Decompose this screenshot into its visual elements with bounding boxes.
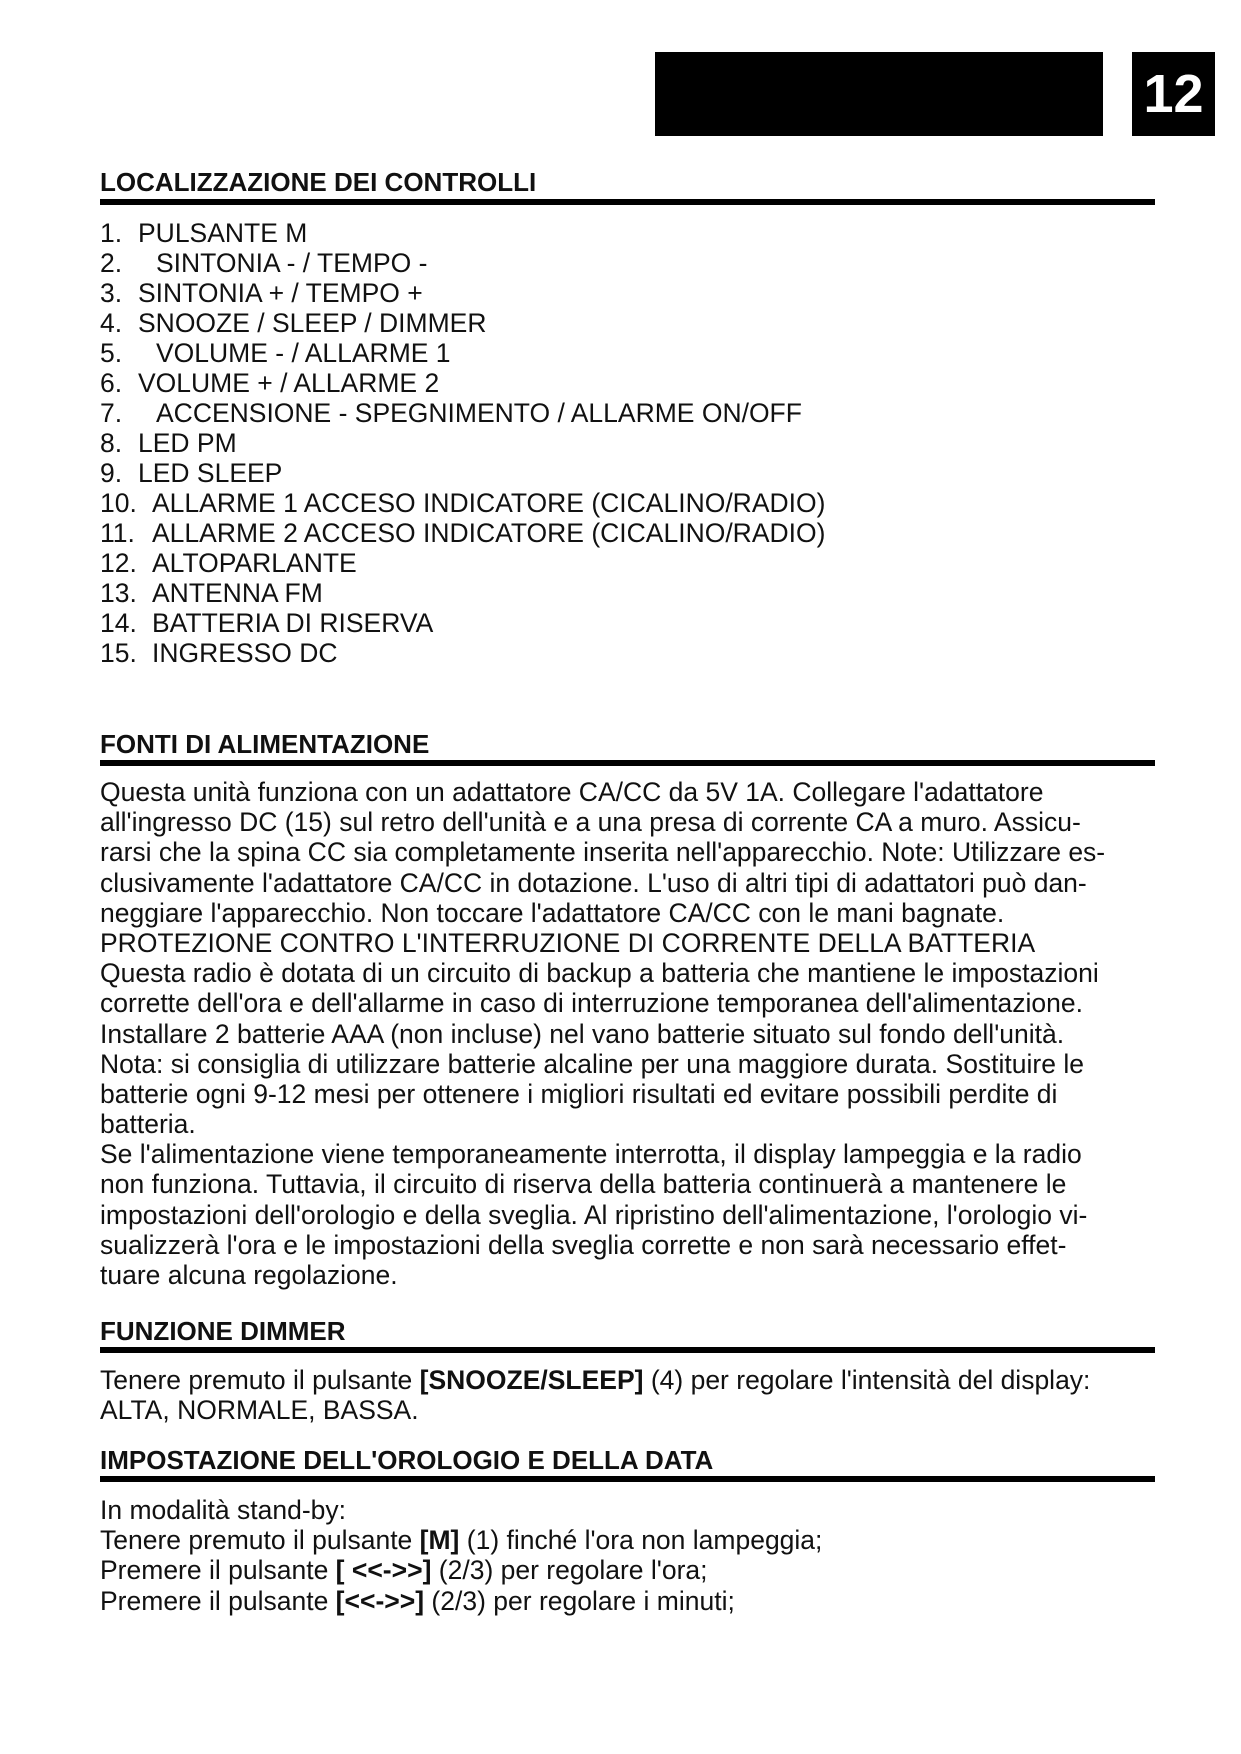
text: Tenere premuto il pulsante [100, 1365, 420, 1395]
section-rule [100, 760, 1155, 766]
paragraph-line: rarsi che la spina CC sia completamente inserita nell'apparecchio. Note: Utilizzare es- [100, 837, 1106, 868]
paragraph-line: clusivamente l'adattatore CA/CC in dotazione. L'uso di altri tipi di adattatori può dan- [100, 867, 1087, 898]
list-item [100, 278, 825, 308]
list-item [100, 428, 825, 458]
section-title-clock: IMPOSTAZIONE DELL'OROLOGIO E DELLA DATA [100, 1445, 714, 1475]
item-label: ALLARME 2 ACCESO INDICATORE (CICALINO/RADIO) [152, 518, 826, 548]
clock-line [100, 1555, 1155, 1585]
text: (2/3) per regolare i minuti; [424, 1585, 735, 1616]
list-item [100, 398, 825, 428]
dimmer-paragraph [100, 1365, 1155, 1425]
list-item [100, 638, 825, 668]
text: Premere il pulsante [100, 1585, 336, 1616]
item-number: 2. [100, 248, 123, 278]
item-label: VOLUME + / ALLARME 2 [138, 368, 440, 398]
item-number: 1. [100, 218, 123, 248]
item-label: INGRESSO DC [152, 638, 338, 668]
text: Premere il pulsante [100, 1555, 336, 1586]
paragraph-line: batteria. [100, 1109, 196, 1140]
list-item [100, 218, 825, 248]
item-number: 4. [100, 308, 123, 338]
text: Tenere premuto il pulsante [100, 1525, 420, 1556]
item-label: LED SLEEP [138, 458, 283, 488]
section-rule [100, 1476, 1155, 1482]
text: (4) per regolare l'intensità del display: [643, 1365, 1091, 1395]
item-number: 9. [100, 458, 123, 488]
button-reference: [<<->>] [335, 1585, 425, 1616]
header-black-bar [655, 52, 1103, 136]
item-number: 6. [100, 368, 123, 398]
item-label: SINTONIA + / TEMPO + [138, 278, 423, 308]
section-rule [100, 1347, 1155, 1353]
dimmer-line [100, 1365, 1155, 1395]
item-label: ANTENNA FM [152, 578, 323, 608]
item-number: 7. [100, 398, 123, 428]
list-item [100, 308, 825, 338]
item-number: 11. [100, 518, 135, 548]
paragraph-line: impostazioni dell'orologio e della sveglia. Al ripristino dell'alimentazione, l'orologio vi- [100, 1199, 1088, 1230]
list-item [100, 488, 825, 518]
item-number: 3. [100, 278, 123, 308]
item-label: BATTERIA DI RISERVA [152, 608, 434, 638]
paragraph-line: batterie ogni 9-12 mesi per ottenere i migliori risultati ed evitare possibili perdite di [100, 1078, 1058, 1109]
page-number: 12 [1132, 52, 1215, 136]
list-item [100, 548, 825, 578]
power-paragraph [100, 777, 1155, 1290]
item-label: SNOOZE / SLEEP / DIMMER [138, 308, 487, 338]
list-item [100, 608, 825, 638]
paragraph-line: corrette dell'ora e dell'allarme in caso di interruzione temporanea dell'alimentazione. [100, 988, 1083, 1019]
button-reference: [M] [419, 1525, 460, 1556]
paragraph-line: Questa radio è dotata di un circuito di backup a batteria che mantiene le impostazioni [100, 958, 1099, 989]
item-number: 10. [100, 488, 137, 518]
paragraph-line: PROTEZIONE CONTRO L'INTERRUZIONE DI CORRENTE DELLA BATTERIA [100, 927, 1036, 958]
paragraph-line: sualizzerà l'ora e le impostazioni della sveglia corrette e non sarà necessario effet- [100, 1229, 1067, 1260]
item-label: ALLARME 1 ACCESO INDICATORE (CICALINO/RADIO) [152, 488, 826, 518]
paragraph-line: neggiare l'apparecchio. Non toccare l'adattatore CA/CC con le mani bagnate. [100, 897, 1005, 928]
list-item [100, 458, 825, 488]
item-label: ALTOPARLANTE [152, 548, 357, 578]
item-label: VOLUME - / ALLARME 1 [156, 338, 451, 368]
clock-line [100, 1525, 1155, 1555]
list-item [100, 518, 825, 548]
item-number: 12. [100, 548, 137, 578]
paragraph-line: Se l'alimentazione viene temporaneamente interrotta, il display lampeggia e la radio [100, 1139, 1082, 1170]
paragraph-line: Questa unità funziona con un adattatore CA/CC da 5V 1A. Collegare l'adattatore [100, 777, 1044, 807]
item-number: 14. [100, 608, 137, 638]
button-reference: [ <<->>] [335, 1555, 432, 1586]
paragraph-line: all'ingresso DC (15) sul retro dell'unità e a una presa di corrente CA a muro. Assicu- [100, 807, 1081, 838]
item-number: 15. [100, 638, 137, 668]
paragraph-line: non funziona. Tuttavia, il circuito di riserva della batteria continuerà a mantenere le [100, 1169, 1067, 1200]
paragraph-line: Installare 2 batterie AAA (non incluse) nel vano batterie situato sul fondo dell'unità. [100, 1018, 1065, 1049]
list-item [100, 338, 825, 368]
item-number: 5. [100, 338, 123, 368]
section-rule [100, 199, 1155, 205]
item-number: 13. [100, 578, 137, 608]
section-title-power: FONTI DI ALIMENTAZIONE [100, 729, 430, 759]
section-title-controls: LOCALIZZAZIONE DEI CONTROLLI [100, 167, 537, 197]
item-label: ACCENSIONE - SPEGNIMENTO / ALLARME ON/OFF [156, 398, 802, 428]
button-reference: [SNOOZE/SLEEP] [419, 1365, 644, 1395]
dimmer-line: ALTA, NORMALE, BASSA. [100, 1395, 419, 1426]
list-item [100, 578, 825, 608]
item-label: PULSANTE M [138, 218, 308, 248]
paragraph-line: Nota: si consiglia di utilizzare batterie alcaline per una maggiore durata. Sostituire le [100, 1048, 1084, 1079]
paragraph-line: tuare alcuna regolazione. [100, 1260, 398, 1290]
item-label: SINTONIA - / TEMPO - [156, 248, 428, 278]
clock-paragraph [100, 1495, 1155, 1616]
clock-line: In modalità stand-by: [100, 1495, 346, 1525]
list-item [100, 248, 825, 278]
list-item [100, 368, 825, 398]
clock-line [100, 1586, 1155, 1616]
item-label: LED PM [138, 428, 237, 458]
item-number: 8. [100, 428, 123, 458]
text: (2/3) per regolare l'ora; [431, 1555, 708, 1586]
controls-list [100, 218, 825, 668]
section-title-dimmer: FUNZIONE DIMMER [100, 1316, 346, 1346]
text: (1) finché l'ora non lampeggia; [459, 1525, 823, 1556]
